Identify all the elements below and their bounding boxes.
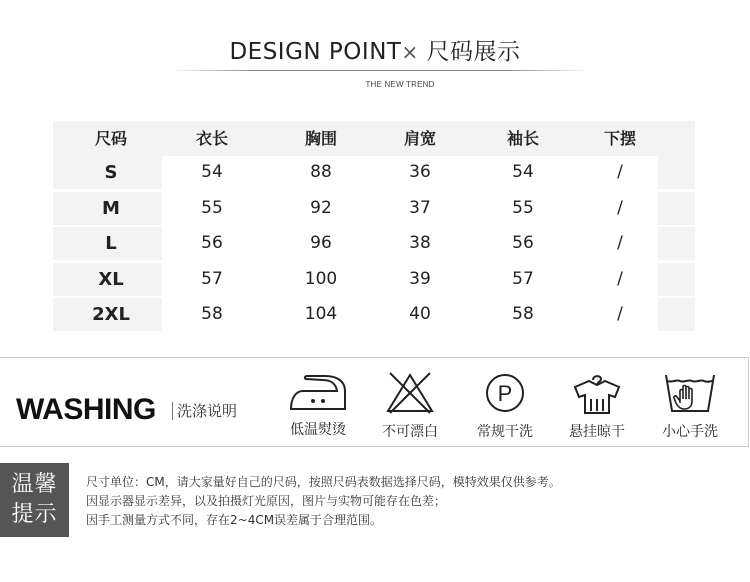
dry-clean-p-icon xyxy=(483,371,527,415)
header-sleeve: 袖长 xyxy=(506,129,539,148)
page-subtitle: THE NEW TREND xyxy=(365,80,435,89)
iron-care-item xyxy=(273,371,363,439)
tips-badge xyxy=(0,463,69,537)
tip-line: 因显示器显示差异，以及拍摄灯光原因，图片与实物可能存在色差； xyxy=(86,494,447,508)
cell-chest: 100 xyxy=(304,268,338,289)
dryclean-label: 常规干洗 xyxy=(477,424,533,440)
cell-sleeve: 55 xyxy=(512,197,534,218)
cell-chest: 92 xyxy=(310,197,332,218)
row-shade-right xyxy=(658,298,695,331)
iron-label: 低温熨烫 xyxy=(290,422,346,438)
hang-dry-icon xyxy=(571,371,623,415)
title-cn: 尺码展示 xyxy=(426,39,521,65)
tips-badge-line1: 温馨 xyxy=(11,472,58,497)
cell-hem: / xyxy=(617,268,623,289)
bleach-label: 不可漂白 xyxy=(382,424,438,440)
row-shade-right xyxy=(658,192,695,225)
dryclean-care-item xyxy=(460,371,550,441)
tips-badge-line2: 提示 xyxy=(11,502,58,527)
cell-hem: / xyxy=(617,233,623,253)
bleach-care-item xyxy=(365,371,455,441)
cell-sleeve: 57 xyxy=(512,268,534,289)
title-divider xyxy=(170,70,590,71)
cell-size: S xyxy=(104,162,118,183)
times-sign: × xyxy=(401,40,419,64)
handwash-care-item xyxy=(645,371,735,441)
cell-size: M xyxy=(102,197,120,219)
cell-hem: / xyxy=(617,162,623,182)
tips-text xyxy=(86,473,561,530)
cell-chest: 104 xyxy=(304,304,338,324)
handwash-label: 小心手洗 xyxy=(662,424,718,440)
tip-line: 尺寸单位：CM，请大家量好自己的尺码，按照尺码表数据选择尺码，模特效果仅供参考。 xyxy=(86,475,561,489)
header-chest: 胸围 xyxy=(304,129,337,148)
cell-length: 55 xyxy=(201,197,223,218)
row-shade-right xyxy=(658,227,695,260)
cell-hem: / xyxy=(617,197,623,218)
table-row xyxy=(53,263,695,299)
table-row xyxy=(53,227,695,263)
row-shade-right xyxy=(658,156,695,189)
header-hem: 下摆 xyxy=(603,129,636,148)
cell-length: 58 xyxy=(201,304,223,324)
cell-sleeve: 54 xyxy=(512,162,534,182)
hangdry-label: 悬挂晾干 xyxy=(569,424,625,440)
header-size: 尺码 xyxy=(94,129,127,148)
cell-size: L xyxy=(105,233,117,254)
washing-subtitle: 洗涤说明 xyxy=(172,402,237,420)
tip-line: 因手工测量方式不同，存在2~4CM误差属于合理范围。 xyxy=(86,513,383,527)
cell-length: 56 xyxy=(201,233,223,253)
cell-size: 2XL xyxy=(92,304,130,325)
size-table xyxy=(53,121,695,334)
cell-shoulder: 38 xyxy=(409,233,431,253)
iron-low-temp-icon xyxy=(287,371,349,413)
cell-chest: 88 xyxy=(310,162,332,182)
cell-shoulder: 39 xyxy=(409,268,431,289)
header-shoulder: 肩宽 xyxy=(403,129,436,148)
table-row xyxy=(53,192,695,228)
title-en: DESIGN POINT xyxy=(229,39,402,65)
cell-sleeve: 58 xyxy=(512,304,534,324)
tips-section xyxy=(0,463,750,537)
cell-shoulder: 37 xyxy=(409,197,431,218)
row-shade-right xyxy=(658,263,695,296)
no-bleach-icon xyxy=(384,371,436,415)
hand-wash-icon xyxy=(664,371,716,415)
svg-text:P: P xyxy=(497,381,513,406)
table-header-row xyxy=(53,121,695,156)
cell-size: XL xyxy=(98,268,124,290)
washing-section xyxy=(0,357,749,447)
page-title xyxy=(0,33,750,66)
cell-sleeve: 56 xyxy=(512,233,534,253)
cell-chest: 96 xyxy=(310,233,332,253)
cell-hem: / xyxy=(617,304,623,324)
cell-shoulder: 40 xyxy=(409,304,431,324)
cell-length: 57 xyxy=(201,268,223,289)
hangdry-care-item xyxy=(552,371,642,441)
table-row xyxy=(53,298,695,334)
washing-title: WASHING xyxy=(16,393,156,426)
header-length: 衣长 xyxy=(195,129,228,148)
table-row xyxy=(53,156,695,192)
cell-length: 54 xyxy=(201,162,223,182)
cell-shoulder: 36 xyxy=(409,162,431,182)
